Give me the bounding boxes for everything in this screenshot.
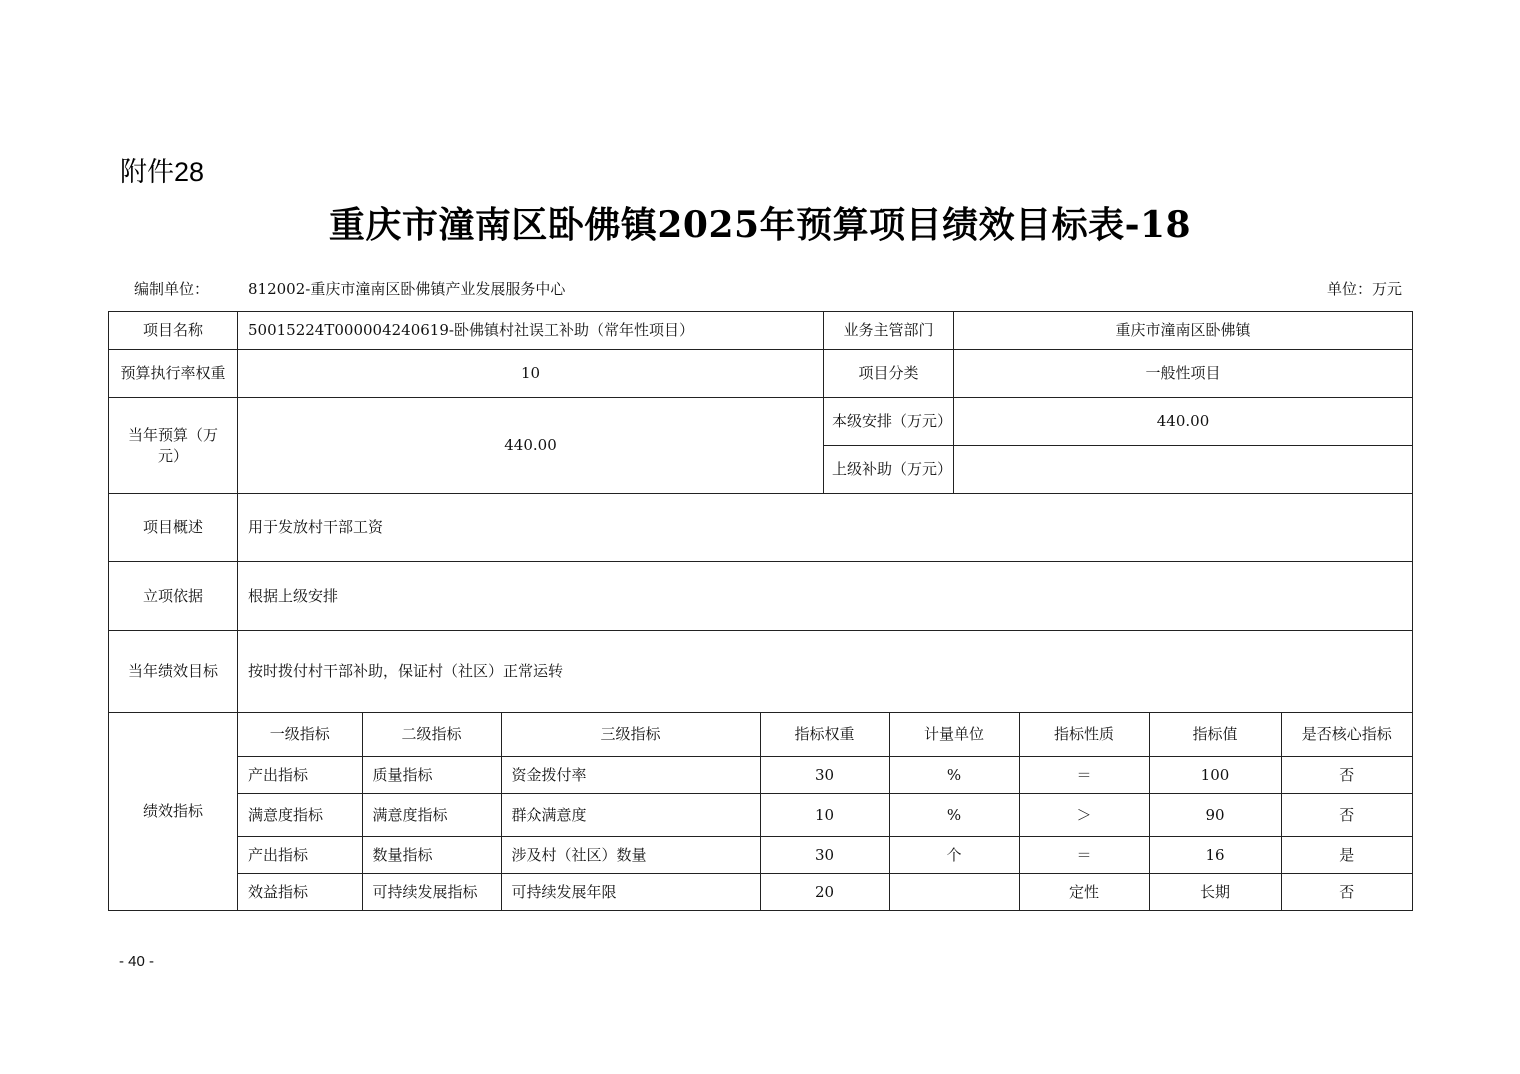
level3-indicator: 可持续发展年限 [501,873,760,910]
category-label: 项目分类 [824,350,954,398]
level3-indicator: 资金拨付率 [501,756,760,793]
indicator-value: 长期 [1149,873,1281,910]
indicator-header: 是否核心指标 [1281,713,1412,756]
page-number: - 40 - [119,953,155,970]
level1-indicator: 效益指标 [238,873,362,910]
budget-label: 当年预算（万元） [109,398,238,494]
indicator-value: 16 [1149,836,1281,873]
indicator-header: 二级指标 [362,713,501,756]
indicator-header: 一级指标 [238,713,362,756]
basis-value: 根据上级安排 [238,562,1413,631]
upper-value [954,446,1413,494]
project-name-value: 50015224T000004240619-卧佛镇村社误工补助（常年性项目） [238,312,824,350]
dept-label: 业务主管部门 [824,312,954,350]
indicator-unit: % [889,793,1019,836]
indicator-unit: 个 [889,836,1019,873]
org-name: 812002-重庆市潼南区卧佛镇产业发展服务中心 [248,280,566,298]
org-label: 编制单位： [134,280,210,298]
indicators-cell [238,713,1413,911]
indicator-nature: ＝ [1019,756,1149,793]
level3-indicator: 群众满意度 [501,793,760,836]
indicator-nature: ＝ [1019,836,1149,873]
goal-value: 按时拨付村干部补助，保证村（社区）正常运转 [238,631,1413,713]
dept-value: 重庆市潼南区卧佛镇 [954,312,1413,350]
document-title: 重庆市潼南区卧佛镇2025年预算项目绩效目标表-18 [328,204,1192,246]
indicator-weight: 10 [760,793,889,836]
unit-label: 单位：万元 [1326,280,1402,298]
indicators-table [238,713,1412,910]
level1-indicator: 满意度指标 [238,793,362,836]
table-row [238,836,1412,873]
goal-label: 当年绩效目标 [109,631,238,713]
exec-rate-label: 预算执行率权重 [109,350,238,398]
level2-indicator: 质量指标 [362,756,501,793]
upper-label: 上级补助（万元） [824,446,954,494]
performance-table [108,311,1413,911]
indicators-label: 绩效指标 [109,713,238,911]
project-name-label: 项目名称 [109,312,238,350]
indicator-value: 100 [1149,756,1281,793]
level2-indicator: 满意度指标 [362,793,501,836]
level1-indicator: 产出指标 [238,836,362,873]
local-value: 440.00 [954,398,1413,446]
level2-indicator: 数量指标 [362,836,501,873]
indicator-header: 指标性质 [1019,713,1149,756]
indicator-header: 计量单位 [889,713,1019,756]
overview-label: 项目概述 [109,494,238,562]
indicator-nature: ＞ [1019,793,1149,836]
local-label: 本级安排（万元） [824,398,954,446]
indicator-weight: 30 [760,836,889,873]
attachment-label: 附件28 [120,157,205,187]
table-row [238,793,1412,836]
basis-label: 立项依据 [109,562,238,631]
indicators-header-row [238,713,1412,756]
indicator-core: 否 [1281,873,1412,910]
indicator-nature: 定性 [1019,873,1149,910]
indicator-header: 三级指标 [501,713,760,756]
category-value: 一般性项目 [954,350,1413,398]
indicator-unit: % [889,756,1019,793]
indicator-weight: 30 [760,756,889,793]
table-row [238,873,1412,910]
level3-indicator: 涉及村（社区）数量 [501,836,760,873]
indicator-header: 指标值 [1149,713,1281,756]
indicator-unit [889,873,1019,910]
indicator-weight: 20 [760,873,889,910]
indicator-value: 90 [1149,793,1281,836]
overview-value: 用于发放村干部工资 [238,494,1413,562]
level1-indicator: 产出指标 [238,756,362,793]
indicator-core: 否 [1281,756,1412,793]
indicator-core: 否 [1281,793,1412,836]
table-row [238,756,1412,793]
indicator-core: 是 [1281,836,1412,873]
level2-indicator: 可持续发展指标 [362,873,501,910]
budget-value: 440.00 [238,398,824,494]
exec-rate-value: 10 [238,350,824,398]
indicator-header: 指标权重 [760,713,889,756]
